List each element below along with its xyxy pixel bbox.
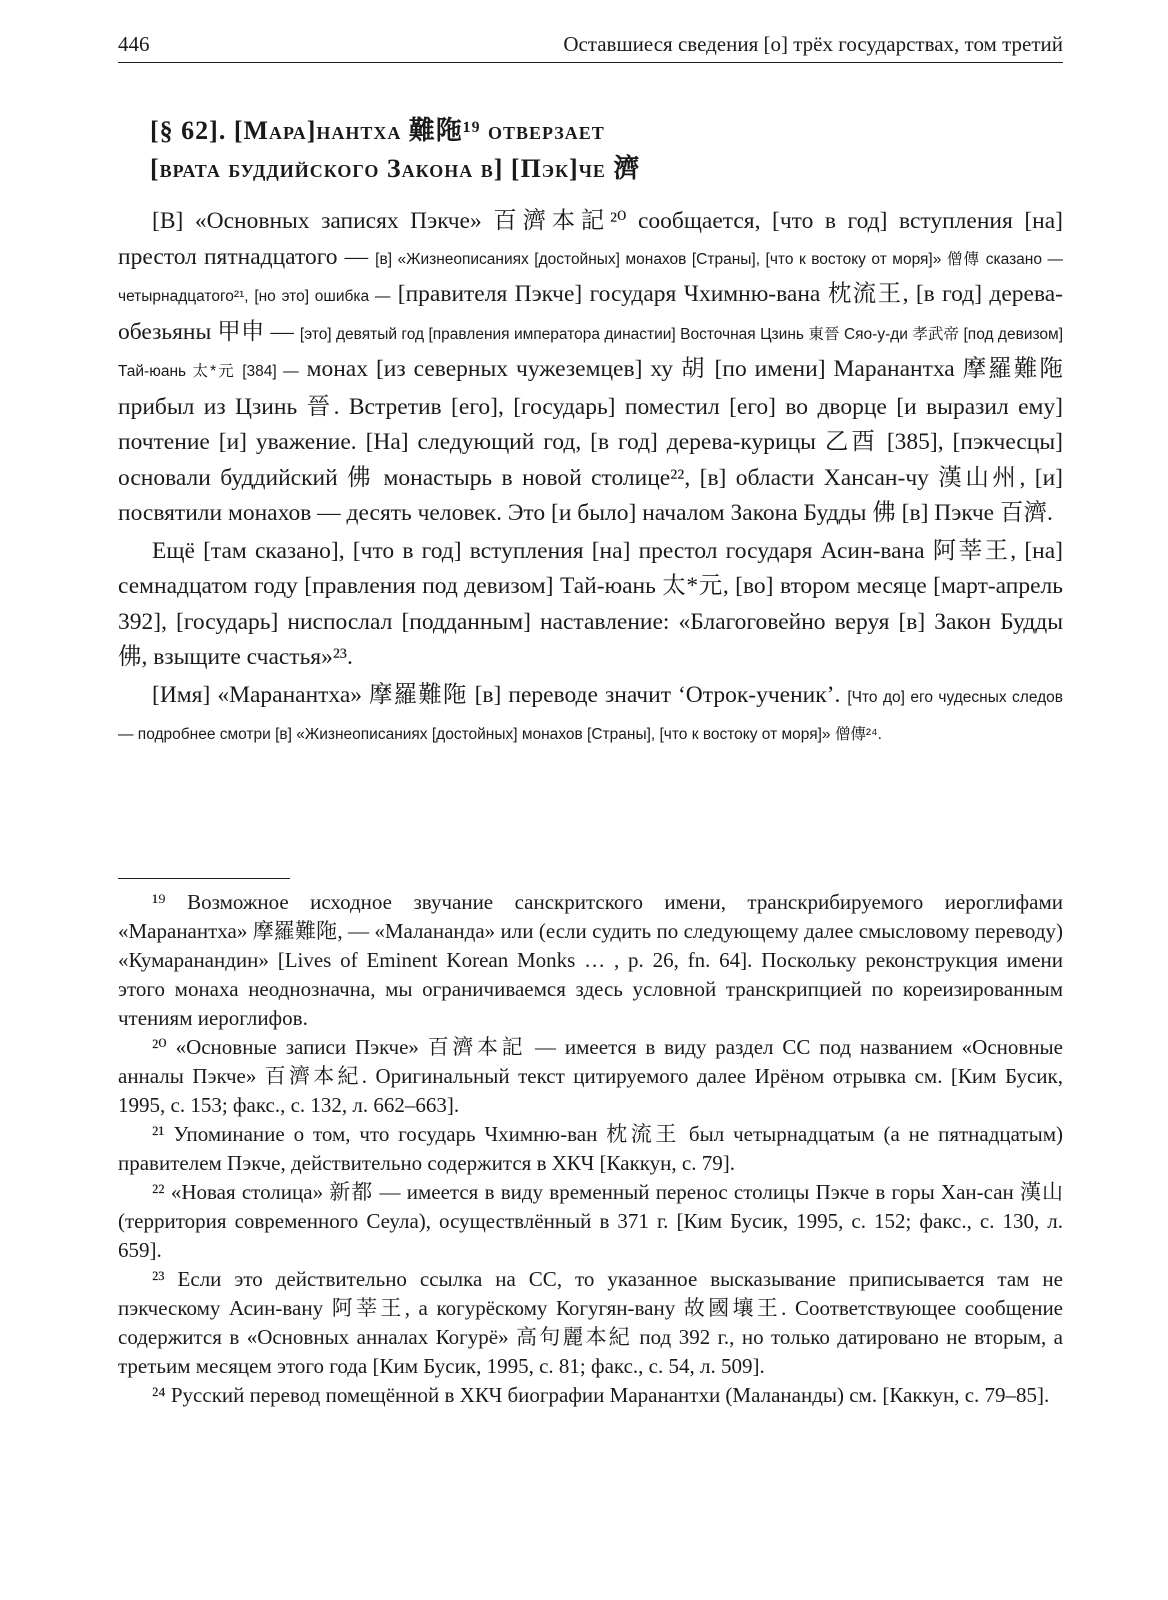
paragraph-1-part-3: монах [из северных чужеземцев] ху 胡 [по имени] Маранантха 摩羅難陁 прибыл из Цзинь 晉. Встретив [его], [государь] поместил [его] во дворце [и выразил ему] почтение [и] уважение. [На] следующий год, [в год] дерева-курицы 乙酉 [385], [пэкчесцы] основали буддийский 佛 монастырь в новой столице²², [в] области Хансан-чу 漢山州, [и] посвятили монахов — десять человек. Это [и было] началом Закона Будды 佛 [в] Пэкче 百濟.: [118, 356, 1063, 526]
footnote-24: ²⁴ Русский перевод помещённой в ХКЧ биографии Маранантхи (Малананды) см. [Каккун, с. 79–85].: [152, 1383, 1050, 1407]
paragraph-3-aside: [Что до] его чудесных следов — подробнее смотри [в] «Жизнеописаниях [достойных] монахов [Страны], [что к востоку от моря]» 僧傳²⁴.: [118, 688, 1063, 743]
footnote-19: ¹⁹ Возможное исходное звучание санскритского имени, транскрибируемого иероглифами «Маранантха» 摩羅難陁, — «Малананда» или (если судить по следующему далее смысловому переводу) «Кумаранандин» [Lives of Eminent Korean Monks … , p. 26, fn. 64]. Поскольку реконструкция имени этого монаха неоднозначна, мы ограничиваемся здесь условной транскрипцией по кореизированным чтениям иероглифов.: [118, 890, 1063, 1030]
paragraph-1-part-2: [правителя Пэкче] государя Чхимню-вана 枕流王, [в год] дерева-обезьяны 甲申 —: [118, 281, 1064, 345]
paragraph-1-aside-2: [это] девятый год [правления императора династии] Восточная Цзинь 東晉 Сяо-у-ди 孝武帝 [под девизом] Тай-юань 太*元 [384] —: [118, 325, 1064, 380]
section-heading: [150, 112, 1030, 188]
heading-line-1: [§ 62]. [Мара]нантха 難陁¹⁹ отверзает: [150, 116, 605, 145]
footnote-22: ²² «Новая столица» 新都 — имеется в виду временный перенос столицы Пэкче в горы Хан-сан 漢山 (территория современного Сеула), осуществлённый в 371 г. [Ким Бусик, 1995, с. 152; факс., с. 130, л. 659].: [118, 1180, 1063, 1262]
footnotes: [118, 888, 1063, 1410]
paragraph-3-part-1: [Имя] «Маранантха» 摩羅難陁 [в] переводе значит ‘Отрок-ученик’.: [152, 681, 841, 708]
footnote-20: ²⁰ «Основные записи Пэкче» 百濟本記 — имеется в виду раздел СС под названием «Основные анналы Пэкче» 百濟本紀. Оригинальный текст цитируемого далее Ирёном отрывка см. [Ким Бусик, 1995, с. 153; факс., с. 132, л. 662–663].: [118, 1035, 1063, 1117]
footnote-23: ²³ Если это действительно ссылка на СС, то указанное высказывание приписывается там не пэкческому Асин-вану 阿莘王, а когурёскому Когугян-вану 故國壤王. Соответствующее сообщение содержится в «Основных анналах Когурё» 高句麗本紀 под 392 г., но только датировано не вторым, а третьим месяцем этого года [Ким Бусик, 1995, с. 81; факс., с. 54, л. 509].: [118, 1267, 1063, 1378]
paragraph-1-aside-1: [в] «Жизнеописаниях [достойных] монахов [Страны], [что к востоку от моря]» 僧傳 сказано — четырнадцатого²¹, [но это] ошибка —: [118, 250, 1063, 305]
book-title: Оставшиеся сведения [о] трёх государствах, том третий: [563, 32, 1063, 56]
page-number: 446: [118, 32, 150, 56]
heading-line-2: [врата буддийского Закона в] [Пэк]че 濟: [150, 154, 641, 183]
paragraph-1: [118, 204, 1063, 532]
footnote-21: ²¹ Упоминание о том, что государь Чхимню-ван 枕流王 был четырнадцатым (а не пятнадцатым) правителем Пэкче, действительно содержится в ХКЧ [Каккун, с. 79].: [118, 1122, 1063, 1175]
paragraph-1-part-1: [В] «Основных записях Пэкче» 百濟本記²⁰ сообщается, [что в год] вступления [на] престол пятнадцатого —: [118, 208, 1063, 270]
main-text: [118, 204, 1063, 753]
paragraph-3: [118, 678, 1063, 753]
running-head: [118, 30, 1063, 63]
paragraph-2: Ещё [там сказано], [что в год] вступления [на] престол государя Асин-вана 阿莘王, [на] семнадцатом году [правления под девизом] Тай-юань 太*元, [во] втором месяце [март-апрель 392], [государь] ниспослал [подданным] наставление: «Благоговейно веруя [в] Закон Будды 佛, взыщите счастья»²³.: [118, 537, 1063, 670]
footnote-separator: [118, 878, 290, 879]
